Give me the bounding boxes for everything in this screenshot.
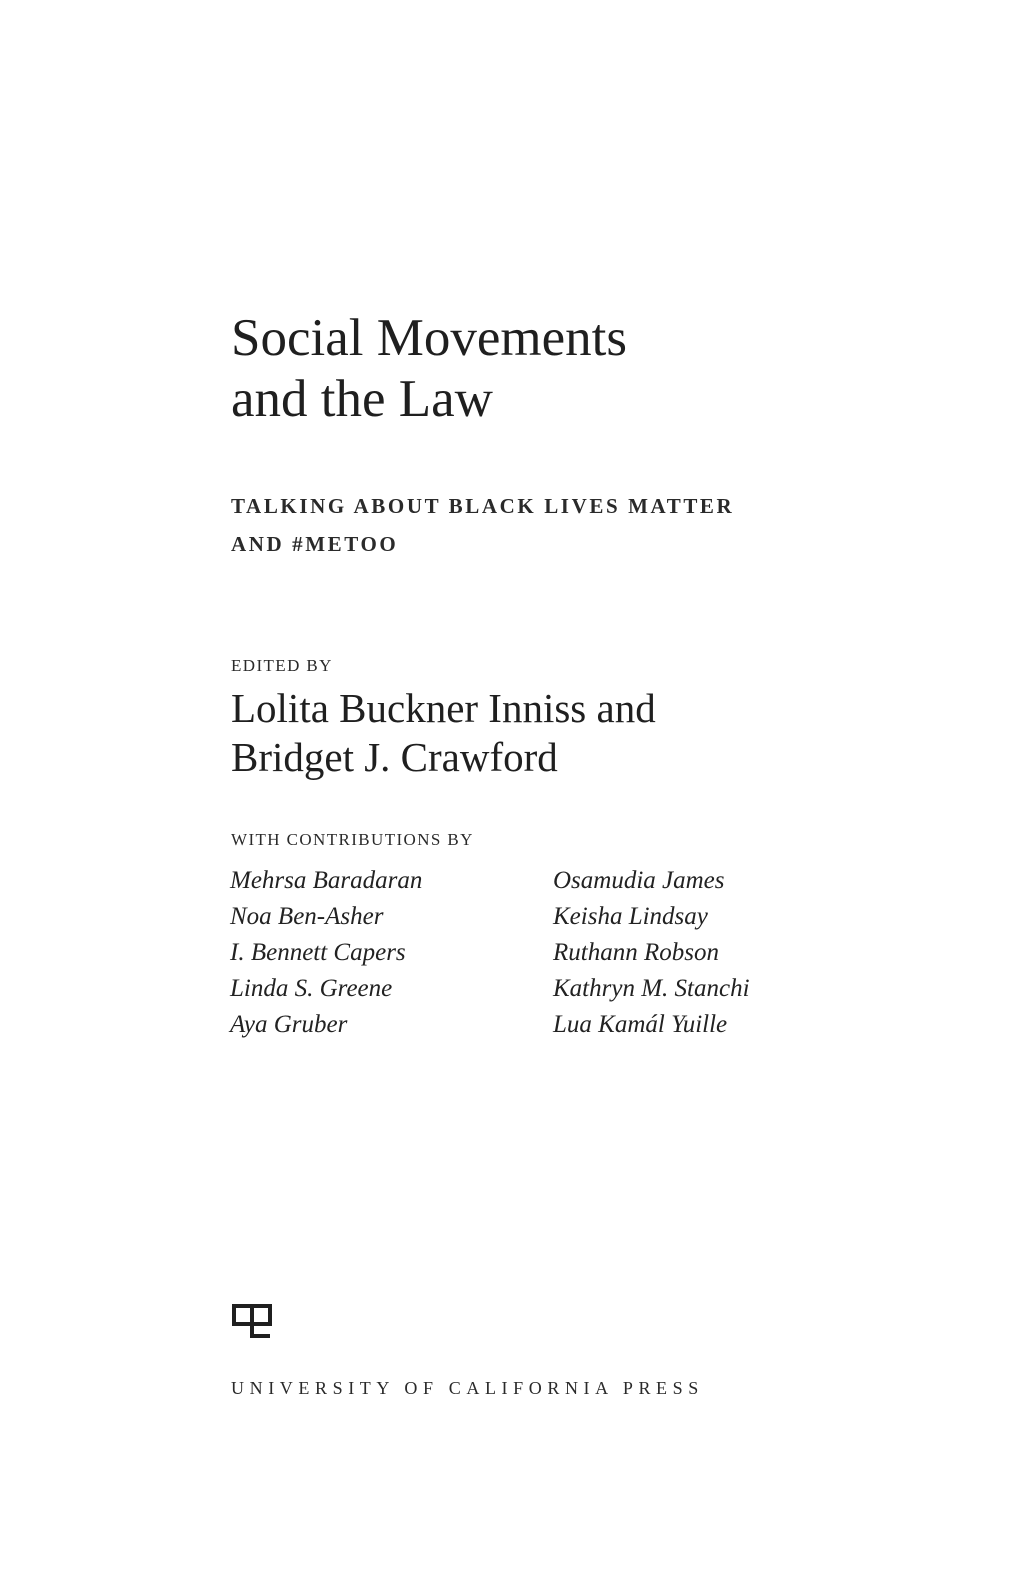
contributor-name: I. Bennett Capers (230, 939, 406, 966)
editors-line-2: Bridget J. Crawford (231, 734, 558, 780)
editors (231, 684, 931, 782)
contributor-name: Ruthann Robson (553, 939, 719, 966)
book-title (231, 308, 931, 430)
publisher-name: UNIVERSITY OF CALIFORNIA PRESS (231, 1378, 704, 1398)
book-subtitle-line-1: TALKING ABOUT BLACK LIVES MATTER (231, 494, 735, 518)
contributors-left-column (230, 863, 422, 1043)
contributions-label: WITH CONTRIBUTIONS BY (231, 830, 474, 849)
contributor-name: Kathryn M. Stanchi (553, 975, 750, 1002)
edited-by-label: EDITED BY (231, 656, 333, 675)
contributor-name: Aya Gruber (230, 1011, 348, 1038)
contributor-name: Mehrsa Baradaran (230, 867, 423, 894)
contributor-name: Osamudia James (553, 867, 725, 894)
contributor-name: Linda S. Greene (230, 975, 393, 1002)
contributors-right-column (553, 863, 750, 1043)
contributor-name: Keisha Lindsay (553, 903, 708, 930)
book-subtitle (231, 487, 931, 563)
ucpress-logo-icon (232, 1300, 272, 1340)
contributor-name: Lua Kamál Yuille (553, 1011, 728, 1038)
book-title-line-1: Social Movements (231, 309, 627, 367)
book-title-line-2: and the Law (231, 370, 493, 428)
contributor-name: Noa Ben-Asher (230, 903, 384, 930)
editors-line-1: Lolita Buckner Inniss and (231, 685, 656, 731)
book-subtitle-line-2: AND #METOO (231, 532, 399, 556)
